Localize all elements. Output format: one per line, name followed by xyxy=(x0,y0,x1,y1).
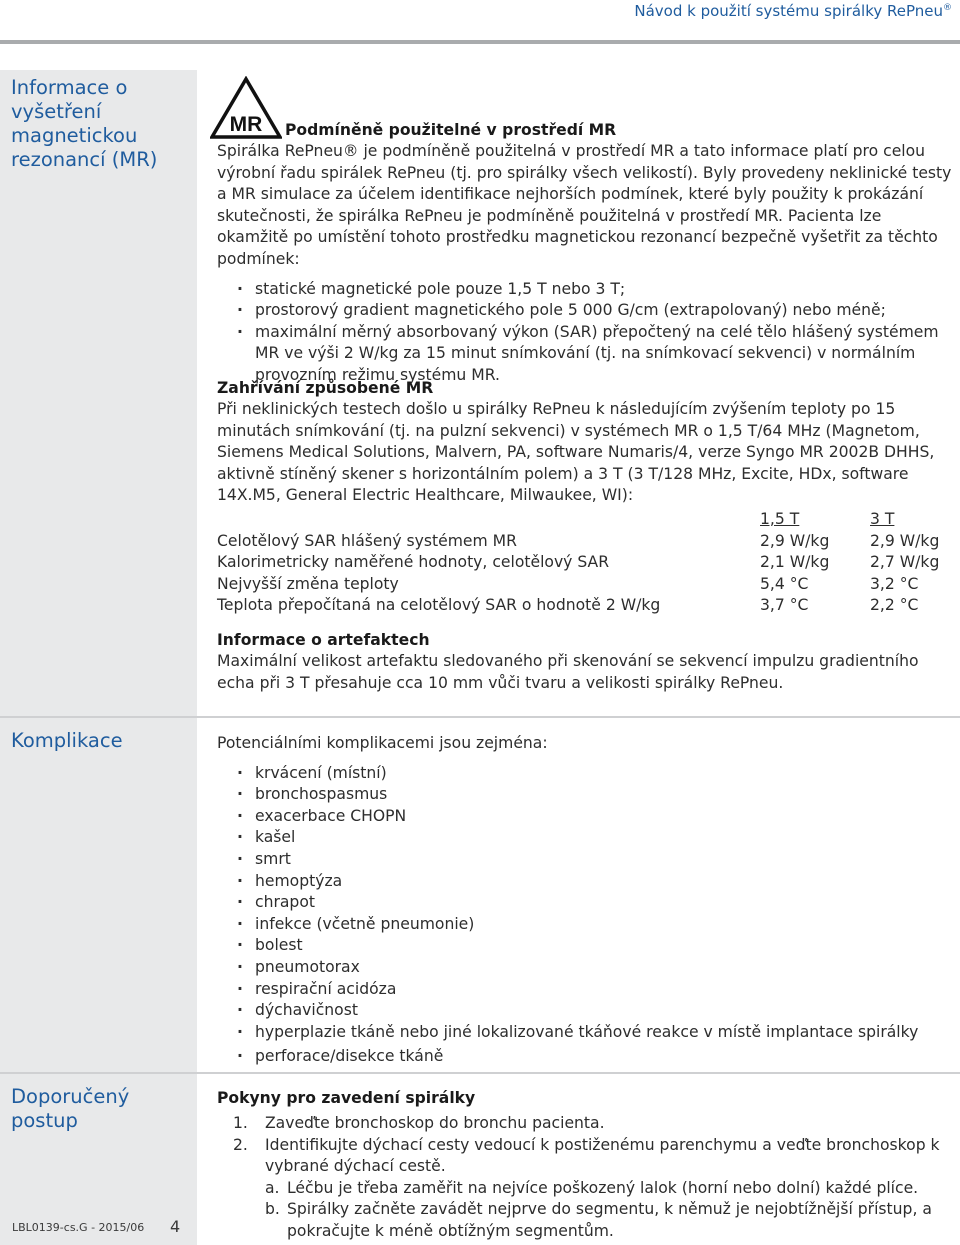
row-value-1-5t: 2,1 W/kg xyxy=(760,553,830,572)
list-item: · hyperplazie tkáně nebo jiné lokalizované tkáňové reakce v místě implantace spirálky xyxy=(217,1022,952,1044)
list-item: · bolest xyxy=(217,935,952,957)
row-value-1-5t: 5,4 °C xyxy=(760,574,809,593)
heating-section xyxy=(217,377,952,507)
list-item: · hemoptýza xyxy=(217,871,952,893)
step-item xyxy=(217,1113,952,1135)
substeps-list xyxy=(265,1178,952,1243)
row-value-3t: 2,7 W/kg xyxy=(870,553,940,572)
table-row xyxy=(217,531,952,553)
header-divider xyxy=(0,40,960,44)
row-label: Celotělový SAR hlášený systémem MR xyxy=(217,531,517,550)
procedure-steps xyxy=(217,1113,952,1243)
sidebar xyxy=(0,70,197,1245)
step-text: Identifikujte dýchací cesty vedoucí k postiženému parenchymu a veďte bronchoskop k vybrané dýchací cestě. xyxy=(265,1135,940,1176)
list-item: · respirační acidóza xyxy=(217,979,952,1001)
heating-text: Při neklinických testech došlo u spirálky RePneu k následujícím zvýšením teploty po 15 minutách snímkování (tj. na pulzní sekvenci) v systémech MR o 1,5 T/64 MHz (Magnetom, Siemens Medical Solutions, Malvern, PA, software Numaris/4, verze Syngo MR 2002B DHHS, aktivně stíněný skener s horizontálním polem) a 3 T (3 T/128 MHz, Excite, HDx, software 14X.M5, General Electric Healthcare, Milwaukee, WI): xyxy=(217,400,935,505)
step-number: 2. xyxy=(233,1135,248,1154)
document-title: Návod k použití systému spirálky RePneu® xyxy=(634,2,952,20)
sidebar-section-procedure: Doporučený postup xyxy=(11,1085,130,1132)
sar-table xyxy=(217,509,952,617)
mr-heading: Podmíněně použitelné v prostředí MR xyxy=(285,121,617,139)
list-item: · prostorový gradient magnetického pole 5 000 G/cm (extrapolovaný) nebo méně; xyxy=(217,300,952,322)
list-item: · statické magnetické pole pouze 1,5 T nebo 3 T; xyxy=(217,279,952,301)
row-value-3t: 3,2 °C xyxy=(870,574,919,593)
substep-text: Léčbu je třeba zaměřit na nejvíce poškozený lalok (horní nebo dolní) každé plíce. xyxy=(287,1178,919,1197)
row-value-1-5t: 3,7 °C xyxy=(760,596,809,615)
list-item: · bronchospasmus xyxy=(217,784,952,806)
substep-text: Spirálky začněte zavádět nejprve do segmentu, k němuž je nejobtížnější přístup, a pokračujte k méně obtížným segmentům. xyxy=(287,1200,932,1240)
artifacts-heading: Informace o artefaktech xyxy=(217,631,430,649)
row-label: Teplota přepočítaná na celotělový SAR o hodnotě 2 W/kg xyxy=(217,596,661,615)
row-value-3t: 2,9 W/kg xyxy=(870,531,940,550)
heating-heading: Zahřívání způsobené MR xyxy=(217,379,434,397)
complications-section xyxy=(217,733,952,1068)
substep-item xyxy=(265,1199,952,1242)
substep-letter: a. xyxy=(265,1178,280,1197)
complications-list xyxy=(217,763,952,1068)
list-item: · infekce (včetně pneumonie) xyxy=(217,914,952,936)
table-row xyxy=(217,552,952,574)
sidebar-section-mr: Informace o vyšetření magnetickou rezonancí (MR) xyxy=(11,76,158,171)
mr-section xyxy=(217,119,952,387)
mr-icon-label: MR xyxy=(229,113,263,136)
procedure-heading: Pokyny pro zavedení spirálky xyxy=(217,1089,476,1107)
section-divider xyxy=(0,716,960,718)
mr-conditions-list xyxy=(217,279,952,387)
table-header-empty xyxy=(217,509,760,531)
complications-intro: Potenciálními komplikacemi jsou zejména: xyxy=(217,734,548,752)
artifacts-text: Maximální velikost artefaktu sledovaného při skenování se sekvencí impulzu gradientního echa při 3 T přesahuje cca 10 mm vůči tvaru a velikosti spirálky RePneu. xyxy=(217,652,919,692)
sidebar-section-complications: Komplikace xyxy=(11,729,123,752)
step-number: 1. xyxy=(233,1114,248,1132)
document-code: LBL0139-cs.G - 2015/06 xyxy=(12,1221,145,1234)
row-value-1-5t: 2,9 W/kg xyxy=(760,531,830,550)
row-label: Nejvyšší změna teploty xyxy=(217,574,399,593)
mr-intro: Spirálka RePneu® je podmíněně použitelná v prostředí MR a tato informace platí pro celou výrobní řadu spirálek RePneu (tj. pro spirálky všech velikostí). Byly provedeny neklinické testy a MR simulace za účelem identifikace nejhorších podmínek, které byly použity k prokázání skutečnosti, že spirálka RePneu je podmíněně použitelná v prostředí MR. Pacienta lze okamžitě po umístění tohoto prostředku magnetickou rezonancí bezpečně vyšetřit za těchto podmínek: xyxy=(217,142,952,268)
list-item: · dýchavičnost xyxy=(217,1000,952,1022)
list-item: · smrt xyxy=(217,849,952,871)
list-item: · krvácení (místní) xyxy=(217,763,952,785)
list-item: · maximální měrný absorbovaný výkon (SAR) přepočtený na celé tělo hlášený systémem MR ve výši 2 W/kg za 15 minut snímkování (tj. na snímkovací sekvenci) v normálním provozním režimu systému MR. xyxy=(217,322,952,387)
substep-item xyxy=(265,1178,952,1200)
substep-letter: b. xyxy=(265,1200,280,1219)
list-item: · pneumotorax xyxy=(217,957,952,979)
section-divider xyxy=(0,1072,960,1074)
procedure-section xyxy=(217,1087,952,1243)
list-item: · chrapot xyxy=(217,892,952,914)
artifacts-section xyxy=(217,629,952,694)
row-label: Kalorimetricky naměřené hodnoty, celotělový SAR xyxy=(217,553,610,572)
table-header-row xyxy=(217,509,952,531)
table-header-3t: 3 T xyxy=(870,510,895,528)
row-value-3t: 2,2 °C xyxy=(870,596,919,615)
table-row xyxy=(217,574,952,596)
list-item: · perforace/disekce tkáně xyxy=(217,1046,952,1068)
table-row xyxy=(217,595,952,617)
list-item: · kašel xyxy=(217,827,952,849)
page-number: 4 xyxy=(170,1217,181,1236)
step-text: Zaveďte bronchoskop do bronchu pacienta. xyxy=(265,1114,605,1132)
table-header-1-5t: 1,5 T xyxy=(760,510,800,528)
list-item: · exacerbace CHOPN xyxy=(217,806,952,828)
step-item xyxy=(217,1135,952,1243)
